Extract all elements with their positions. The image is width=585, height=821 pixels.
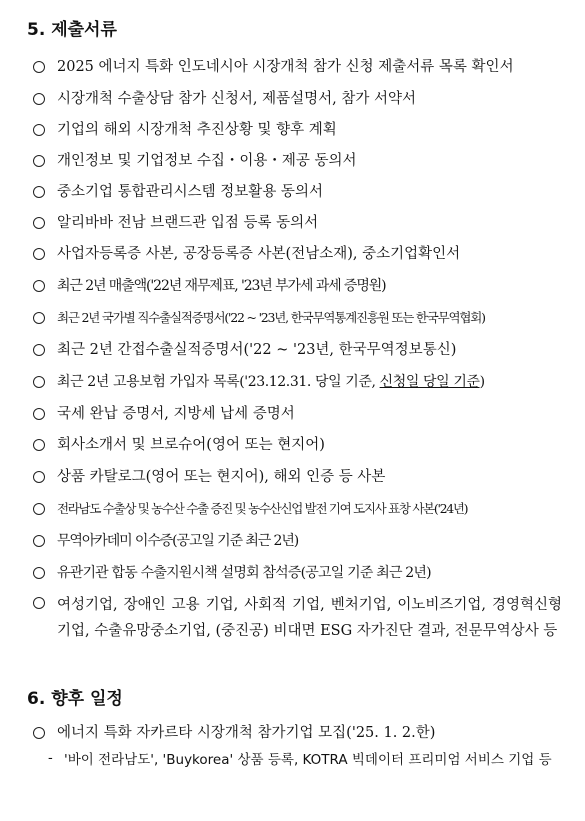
section-6-title: 6. 향후 일정 [27,689,123,709]
employment-underlined: 신청일 당일 기준 [379,374,480,390]
list-item-text: 에너지 특화 자카르타 시장개척 참가기업 모집('25. 1. 2.한) [57,725,436,741]
circle-bullet-icon [33,61,45,73]
circle-bullet-icon [33,471,45,483]
list-item-text: 무역아카데미 이수증(공고일 기준 최근 2년) [57,533,299,549]
list-item-text: 상품 카탈로그(영어 또는 현지어), 해외 인증 등 사본 [57,469,386,485]
employment-prefix: 최근 2년 고용보험 가입자 목록('23.12.31. 당일 기준, [57,374,380,390]
circle-bullet-icon [33,597,45,609]
circle-bullet-icon [33,280,45,292]
list-item-text: 알리바바 전남 브랜드관 입점 등록 동의서 [57,215,319,231]
list-item-text: 중소기업 통합관리시스템 정보활용 동의서 [57,184,323,200]
circle-bullet-icon [33,567,45,579]
list-item-text: 회사소개서 및 브로슈어(영어 또는 현지어) [57,437,325,453]
circle-bullet-icon [33,217,45,229]
circle-bullet-icon [33,727,45,739]
circle-bullet-icon [33,155,45,167]
list-item-text: 2025 에너지 특화 인도네시아 시장개척 참가 신청 제출서류 목록 확인서 [57,59,514,75]
circle-bullet-icon [33,503,45,515]
circle-bullet-icon [33,248,45,260]
circle-bullet-icon [33,93,45,105]
sub-list-item-text: '바이 전라남도', 'Buykorea' 상품 등록, KOTRA 빅데이터 프리미엄 서비스 기업 등 [64,752,552,768]
list-item-text: 최근 2년 간접수출실적증명서('22 ~ '23년, 한국무역정보통신) [57,342,457,358]
list-item-text: 전라남도 수출상 및 농수산 수출 증진 및 농수산신업 발전 기여 도지사 표창 사본('24년) [57,501,468,516]
list-item-text: 개인정보 및 기업정보 수집・이용・제공 동의서 [57,153,357,169]
circle-bullet-icon [33,186,45,198]
section-5-title: 5. 제출서류 [27,20,117,40]
list-item-text: 기업의 해외 시장개척 추진상황 및 향후 계획 [57,122,337,138]
circle-bullet-icon [33,439,45,451]
list-item-text: 시장개척 수출상담 참가 신청서, 제품설명서, 참가 서약서 [57,91,417,107]
circle-bullet-icon [33,344,45,356]
list-item-text: 최근 2년 매출액('22년 재무제표, '23년 부가세 과세 증명원) [57,278,386,294]
circle-bullet-icon [33,408,45,420]
circle-bullet-icon [33,124,45,136]
list-item-text: 국세 완납 증명서, 지방세 납세 증명서 [57,406,295,422]
list-item-text: 사업자등록증 사본, 공장등록증 사본(전남소재), 중소기업확인서 [57,246,461,262]
list-item-text: 여성기업, 장애인 고용 기업, 사회적 기업, 벤처기업, 이노비즈기업, 경영혁신형기업, 수출유망중소기업, (중진공) 비대면 ESG 자가진단 결과, 전문무역상사 등 [57,597,562,639]
list-item-text: 유관기관 합동 수출지원시책 설명회 참석증(공고일 기준 최근 2년) [57,565,431,581]
employment-suffix: ) [479,374,485,390]
circle-bullet-icon [33,535,45,547]
dash-bullet: - [48,750,53,766]
list-item-text: 최근 2년 국가별 직수출실적증명서('22 ~ '23년, 한국무역통계진흥원 또는 한국무역협회) [57,310,485,325]
list-item-text [57,371,485,393]
circle-bullet-icon [33,376,45,388]
circle-bullet-icon [33,312,45,324]
